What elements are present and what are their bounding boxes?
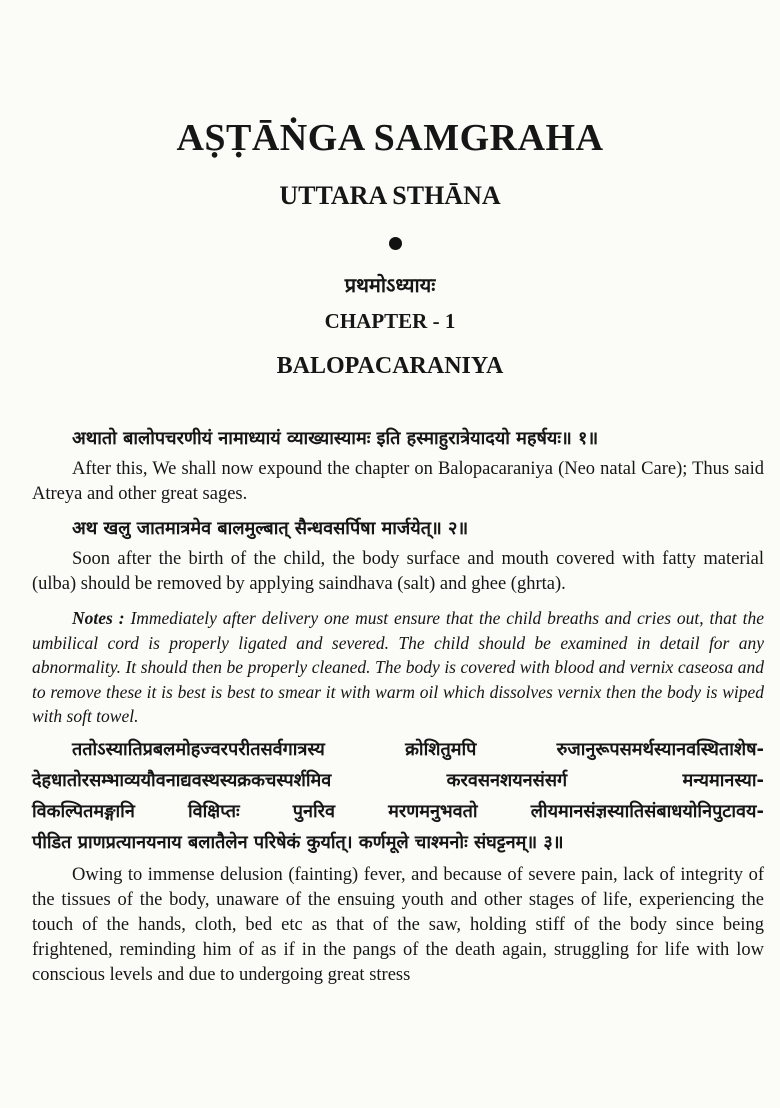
chapter-sanskrit-heading: प्रथमोऽध्यायः — [344, 273, 436, 297]
page-title: AṢṬĀṄGA SAMGRAHA — [176, 117, 604, 159]
verse-3-word: लीयमानसंज्ञस्यातिसंबाधयोनिपुटावय- — [530, 801, 764, 822]
chapter-name: BALOPACARANIYA — [276, 353, 504, 379]
translation-2-text: Soon after the birth of the child, the body surface and mouth covered with fatty material (ulba) should be removed by applying saindhava (salt) and ghee (ghrta). — [32, 549, 764, 594]
verse-3-word: पुनरिव — [292, 801, 335, 822]
verse-3-word: रुजानुरूपसमर्थस्यानवस्थिताशेष- — [556, 739, 764, 760]
verse-3-word: विक्षिप्तः — [187, 801, 240, 822]
verse-3-word: मन्यमानस्या- — [682, 770, 764, 791]
section-subtitle: UTTARA STHĀNA — [279, 181, 501, 210]
translation-3-text: Owing to immense delusion (fainting) fever, and because of severe pain, lack of integrity of the tissues of the body, unaware of the ensuing youth and other stages of life, experiencing the touch of the hands, cloth, bed etc as that of the saw, holding stiff of the body since being frightened, reminding him of as if in the pangs of the death again, struggling for life with low conscious levels and due to undergoing great stress — [32, 865, 764, 985]
verse-3 — [32, 734, 764, 858]
translation-1-text: After this, We shall now expound the chapter on Balopacaraniya (Neo natal Care); Thus said Atreya and other great sages. — [32, 459, 764, 504]
verse-3-word: करवसनशयनसंसर्ग — [446, 770, 568, 791]
verse-3-word: देहधातोरसम्भाव्ययौवनाद्यवस्थस्यक्रकचस्पर्शमिव — [32, 770, 332, 791]
verse-3-word: क्रोशितुमपि — [405, 739, 477, 760]
translation-3 — [32, 863, 764, 988]
notes-text: Immediately after delivery one must ensure that the child breaths and cries out, that the umbilical cord is properly ligated and severed. The child should be examined in detail for any abnormality. It should then be properly cleaned. The body is covered with blood and vernix caseosa and to remove these it is best is best to smear it with warm oil which dissolves vernix then the body is wiped with soft towel. — [32, 608, 765, 726]
bullet-ornament — [389, 237, 402, 250]
notes-label: Notes : — [72, 608, 125, 628]
verse-3-word: मरणमनुभवतो — [388, 801, 478, 822]
chapter-number: CHAPTER - 1 — [324, 309, 456, 333]
verse-3-word: विकल्पितमङ्गानि — [32, 801, 135, 822]
translation-2 — [32, 547, 764, 597]
verse-1: अथातो बालोपचरणीयं नामाध्यायं व्याख्यास्यामः इति हस्माहुरात्रेयादयो महर्षयः॥ १॥ — [72, 428, 599, 449]
verse-2: अथ खलु जातमात्रमेव बालमुल्बात् सैन्धवसर्पिषा मार्जयेत्॥ २॥ — [72, 518, 469, 539]
notes-paragraph — [32, 606, 764, 729]
verse-3-line — [32, 796, 764, 827]
verse-3-word: पीडित प्राणप्रत्यानयनाय बलातैलेन परिषेकं कुर्यात्। कर्णमूले चाश्मनोः संघट्टनम्॥ ३॥ — [32, 832, 564, 853]
verse-3-line — [32, 734, 764, 765]
verse-3-line — [32, 765, 764, 796]
verse-3-line — [32, 827, 764, 858]
translation-1 — [32, 457, 764, 507]
verse-3-word: ततोऽस्यातिप्रबलमोहज्वरपरीतसर्वगात्रस्य — [72, 739, 325, 760]
